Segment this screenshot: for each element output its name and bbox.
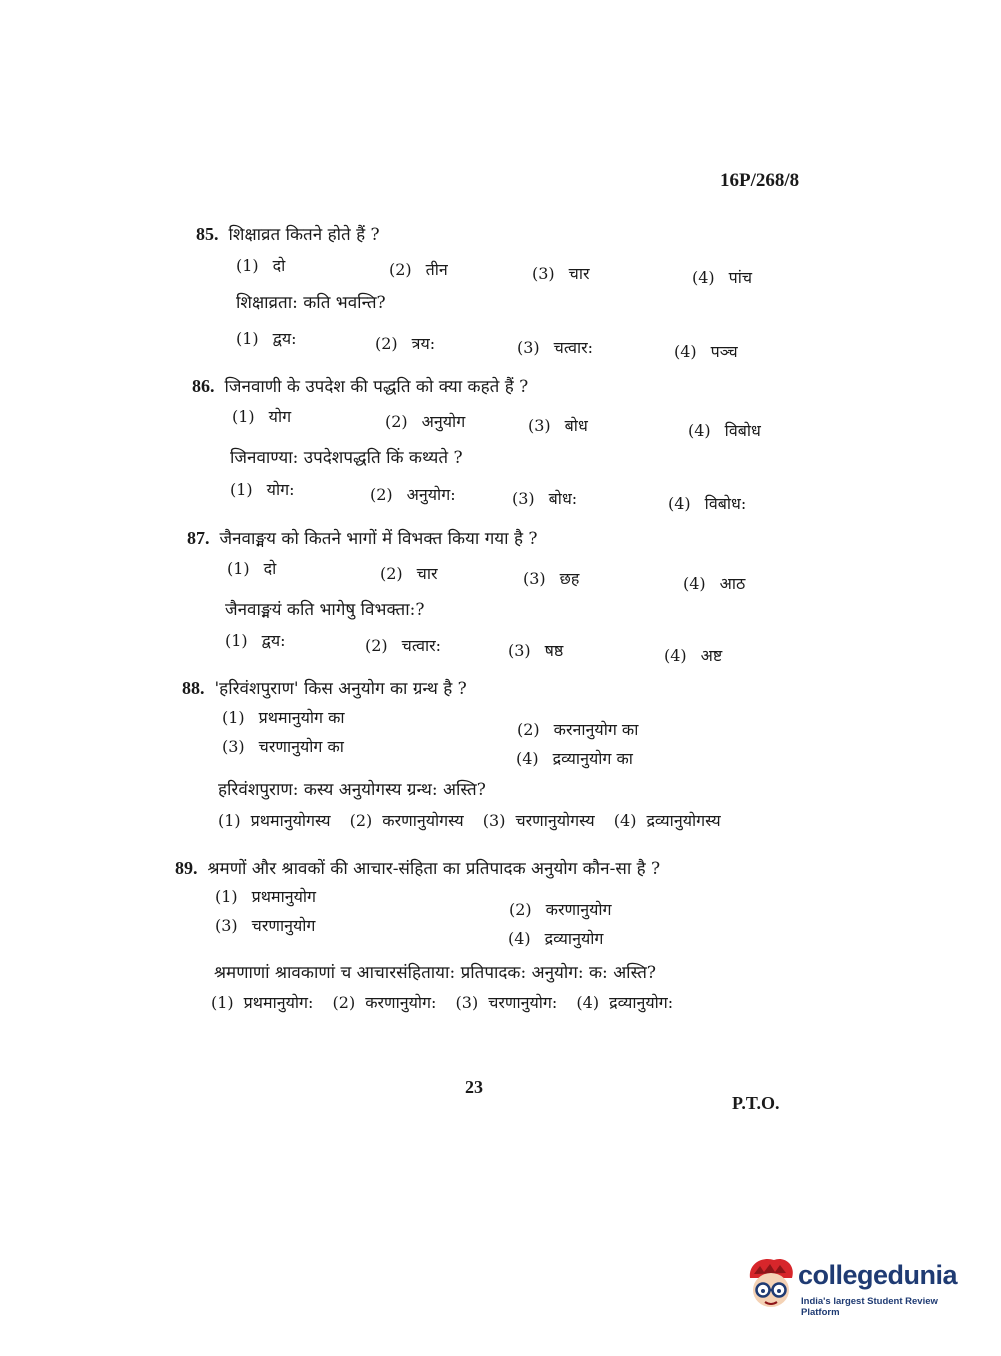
option-2: (2) चार: [380, 564, 438, 583]
question-text-hindi: 86. जिनवाणी के उपदेश की पद्धति को क्या कहते हैं ?: [192, 376, 529, 397]
option-2: (2) तीन: [389, 260, 448, 279]
page-number: 23: [465, 1077, 483, 1097]
option-4: (4) विबोध: [688, 421, 761, 440]
option-2: (2) करणानुयोग: [509, 900, 612, 919]
question-number: 87.: [187, 528, 210, 548]
option-1: (1) द्वय:: [236, 329, 297, 348]
question-number: 85.: [196, 224, 219, 244]
question-text-sanskrit: हरिवंशपुराण: कस्य अनुयोगस्य ग्रन्थ: अस्ति?: [218, 780, 486, 800]
brand-tagline: India's largest Student Review Platform: [801, 1296, 938, 1318]
question-number: 88.: [182, 678, 205, 698]
option-4: (4) द्रव्यानुयोगस्य: [613, 811, 721, 830]
option-1: (1) योग:: [230, 480, 295, 499]
option-1: (1) प्रथमानुयोगस्य: [218, 811, 331, 830]
option-1: (1) योग: [232, 407, 292, 426]
option-3: (3) बोध: [528, 416, 588, 435]
option-3: (3) षष्ठ: [508, 641, 564, 660]
option-2: (2) करणानुयोगस्य: [349, 811, 464, 830]
pto-label: P.T.O.: [732, 1093, 780, 1113]
question-text-sanskrit: जैनवाङ्मयं कति भागेषु विभक्ता:?: [225, 600, 425, 620]
option-1: (1) दो: [227, 559, 277, 578]
collegedunia-watermark: [742, 1252, 972, 1318]
option-4: (4) अष्ट: [664, 646, 723, 665]
option-2: (2) अनुयोग:: [370, 485, 456, 504]
option-3: (3) चरणानुयोगस्य: [482, 811, 595, 830]
option-4: (4) द्रव्यानुयोग:: [576, 993, 674, 1012]
option-1: (1) प्रथमानुयोग का: [222, 708, 345, 727]
option-4: (4) द्रव्यानुयोग: [508, 929, 604, 948]
question-number: 86.: [192, 376, 215, 396]
option-2: (2) करनानुयोग का: [517, 720, 639, 739]
question-text-hindi: 87. जैनवाङ्मय को कितने भागों में विभक्त किया गया है ?: [187, 528, 538, 549]
question-text-sanskrit: शिक्षाव्रता: कति भवन्ति?: [236, 293, 386, 313]
option-3: (3) बोध:: [512, 489, 578, 508]
question-text-hindi: 89. श्रमणों और श्रावकों की आचार-संहिता का प्रतिपादक अनुयोग कौन-सा है ?: [175, 858, 661, 879]
option-row: [218, 809, 735, 831]
option-3: (3) चरणानुयोग:: [455, 993, 558, 1012]
option-4: (4) आठ: [683, 574, 746, 593]
option-4: (4) पञ्च: [674, 342, 738, 361]
option-2: (2) चत्वार:: [365, 636, 442, 655]
option-3: (3) छह: [523, 569, 580, 588]
option-3: (3) चरणानुयोग: [215, 916, 316, 935]
option-3: (3) चार: [532, 264, 590, 283]
option-2: (2) अनुयोग: [385, 412, 466, 431]
option-row: [211, 991, 687, 1013]
option-4: (4) पांच: [692, 268, 753, 287]
option-4: (4) विबोध:: [668, 494, 747, 513]
question-text-sanskrit: जिनवाण्या: उपदेशपद्धति किं कथ्यते ?: [230, 448, 463, 468]
option-3: (3) चत्वार:: [517, 338, 594, 357]
option-1: (1) दो: [236, 256, 286, 275]
brand-name: collegedunia: [798, 1260, 958, 1290]
option-1: (1) द्वय:: [225, 631, 286, 650]
option-1: (1) प्रथमानुयोग:: [211, 993, 314, 1012]
question-number: 89.: [175, 858, 198, 878]
question-text-sanskrit: श्रमणाणां श्रावकाणां च आचारसंहिताया: प्रतिपादक: अनुयोग: क: अस्ति?: [214, 963, 656, 983]
question-text-hindi: 88. 'हरिवंशपुराण' किस अनुयोग का ग्रन्थ है ?: [182, 678, 467, 699]
option-1: (1) प्रथमानुयोग: [215, 887, 317, 906]
option-2: (2) त्रय:: [375, 334, 436, 353]
mascot-icon: [742, 1252, 800, 1314]
option-2: (2) करणानुयोग:: [332, 993, 437, 1012]
option-3: (3) चरणानुयोग का: [222, 737, 344, 756]
option-4: (4) द्रव्यानुयोग का: [516, 749, 633, 768]
paper-code: 16P/268/8: [720, 170, 800, 191]
question-text-hindi: 85. शिक्षाव्रत कितने होते हैं ?: [196, 224, 380, 245]
